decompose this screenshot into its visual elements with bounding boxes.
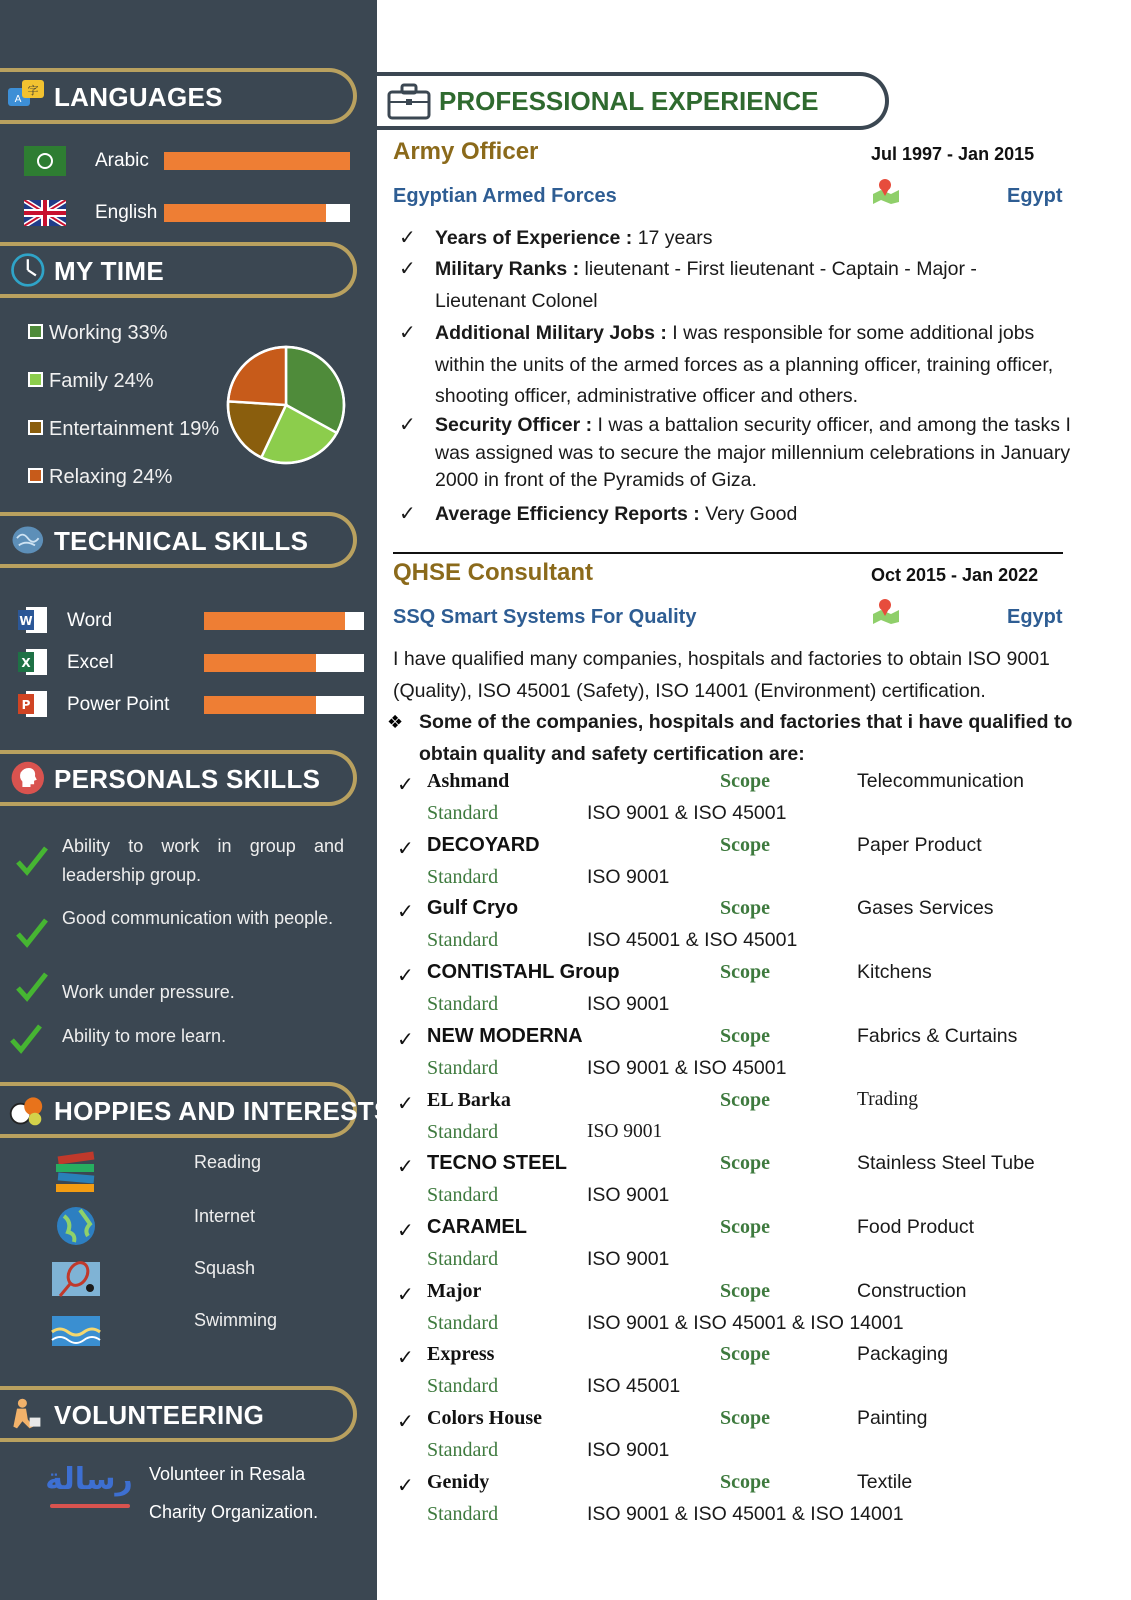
standard-label: Standard bbox=[427, 1184, 499, 1207]
job-country: Egypt bbox=[1007, 606, 1063, 628]
company-scope: Food Product bbox=[857, 1215, 975, 1238]
check-mark: ✓ bbox=[397, 1347, 414, 1370]
bullet-text: I was a battalion security officer, and among the tasks I was assigned was to secure the major millennium celebrations in January 2000 in front of the Pyramids of Giza. bbox=[435, 414, 1071, 491]
standard-label: Standard bbox=[427, 1056, 499, 1079]
diamond-bullet-icon: ❖ bbox=[387, 712, 404, 732]
hobbies-header bbox=[0, 1082, 392, 1138]
company-standard: ISO 45001 & ISO 45001 bbox=[587, 929, 798, 952]
checkmark-icon bbox=[14, 914, 50, 950]
check-mark: ✓ bbox=[397, 774, 414, 796]
company-standard: ISO 9001 bbox=[587, 1247, 670, 1270]
job-date: Jul 1997 - Jan 2015 bbox=[871, 144, 1035, 164]
job-intro: I have qualified many companies, hospitals and factories to obtain ISO 9001 (Quality), ISO 45001 (Safety), ISO 14001 (Environment) certification. bbox=[393, 648, 1050, 702]
legend-swatch bbox=[28, 372, 43, 387]
volunteering-line2: Charity Organization. bbox=[149, 1502, 319, 1522]
resala-logo-underline bbox=[50, 1504, 130, 1508]
check-mark: ✓ bbox=[397, 1092, 414, 1115]
language-label: English bbox=[95, 202, 158, 223]
volunteer-icon bbox=[6, 1396, 46, 1432]
job-bullet bbox=[399, 254, 1039, 317]
check-mark: ✓ bbox=[397, 901, 414, 924]
technical-skills-title: TECHNICAL SKILLS bbox=[54, 526, 309, 556]
translate-icon bbox=[6, 78, 46, 114]
hobby-label: Squash bbox=[194, 1258, 256, 1278]
map-pin-icon bbox=[871, 596, 901, 624]
skill-level-fill bbox=[204, 612, 345, 630]
company-name: CONTISTAHL Group bbox=[427, 961, 620, 984]
my-time-title: MY TIME bbox=[54, 256, 164, 286]
company-name: NEW MODERNA bbox=[427, 1024, 583, 1047]
check-mark: ✓ bbox=[397, 965, 414, 988]
skill-row bbox=[0, 648, 377, 678]
bullet-label: Security Officer : bbox=[435, 414, 593, 436]
company-name: Genidy bbox=[427, 1470, 490, 1493]
job-date: Oct 2015 - Jan 2022 bbox=[871, 565, 1039, 585]
globe-icon bbox=[50, 1204, 102, 1248]
company-standard: ISO 45001 bbox=[587, 1375, 681, 1398]
company-name: TECNO STEEL bbox=[427, 1152, 568, 1175]
scope-label: Scope bbox=[720, 1024, 770, 1047]
check-mark: ✓ bbox=[397, 1156, 414, 1179]
bullet-label: Years of Experience : bbox=[435, 227, 633, 249]
personal-skill-item: Good communication with people. bbox=[62, 908, 334, 928]
company-scope: Construction bbox=[857, 1279, 967, 1302]
legend-item bbox=[28, 322, 168, 345]
svg-text:W: W bbox=[19, 614, 33, 628]
main-content bbox=[377, 0, 1131, 1600]
personal-skills-header bbox=[0, 750, 357, 806]
sidebar bbox=[0, 0, 392, 1600]
scope-label: Scope bbox=[720, 1343, 770, 1366]
skill-level-fill bbox=[204, 654, 316, 672]
company-name: EL Barka bbox=[427, 1088, 511, 1111]
legend-label: Relaxing 24% bbox=[49, 466, 173, 488]
volunteering-line1: Volunteer in Resala bbox=[149, 1464, 306, 1484]
technical-skills-header bbox=[0, 512, 357, 568]
check-mark: ✓ bbox=[399, 258, 416, 280]
job-bullet bbox=[399, 412, 1099, 495]
map-pin-icon bbox=[871, 176, 901, 204]
company-entry bbox=[397, 961, 1097, 1025]
standard-label: Standard bbox=[427, 865, 499, 888]
squash-icon bbox=[50, 1256, 102, 1300]
skill-label: Word bbox=[67, 610, 113, 631]
standard-label: Standard bbox=[427, 1439, 499, 1461]
company-entry bbox=[397, 1280, 1097, 1344]
skill-level-fill bbox=[204, 696, 316, 714]
language-row bbox=[0, 146, 377, 176]
companies-heading: Some of the companies, hospitals and factories that i have qualified to obtain quality and safety certification are: bbox=[419, 711, 1073, 765]
personal-skill-item: Ability to work in group and leadership group. bbox=[62, 836, 344, 885]
skill-row bbox=[0, 606, 377, 636]
excel-icon bbox=[18, 648, 48, 676]
language-level-bar bbox=[164, 204, 350, 222]
scope-label: Scope bbox=[720, 770, 770, 792]
legend-item bbox=[28, 418, 219, 441]
scope-label: Scope bbox=[720, 1279, 770, 1302]
company-entry bbox=[397, 1152, 1097, 1216]
languages-title: LANGUAGES bbox=[54, 82, 223, 112]
section-divider bbox=[393, 552, 1063, 554]
company-scope: Stainless Steel Tube bbox=[857, 1152, 1035, 1175]
bullet-text: I was responsible for some additional jobs within the units of the armed forces as a planning officer, training officer, shooting officer, administrative officer and others. bbox=[435, 322, 1054, 407]
company-entry bbox=[397, 1471, 1097, 1535]
check-mark: ✓ bbox=[397, 1283, 414, 1306]
standard-label: Standard bbox=[427, 1120, 499, 1143]
standard-label: Standard bbox=[427, 1502, 499, 1525]
flag-uk-icon bbox=[24, 200, 66, 226]
clock-icon bbox=[6, 252, 46, 288]
company-name: Gulf Cryo bbox=[427, 897, 519, 920]
resala-logo-text: رسالة bbox=[45, 1462, 133, 1497]
job-country: Egypt bbox=[1007, 185, 1063, 207]
company-name: Express bbox=[427, 1343, 495, 1366]
scope-label: Scope bbox=[720, 1088, 770, 1111]
svg-text:X: X bbox=[21, 656, 31, 670]
job-organization: Egyptian Armed Forces bbox=[393, 185, 617, 207]
sports-balls-icon bbox=[6, 1092, 46, 1128]
scope-label: Scope bbox=[720, 1407, 770, 1429]
flag-saudi-icon bbox=[24, 146, 66, 176]
swimming-icon bbox=[50, 1308, 102, 1352]
company-standard: ISO 9001 & ISO 45001 & ISO 14001 bbox=[587, 1502, 904, 1525]
books-icon bbox=[50, 1150, 102, 1194]
hobby-label: Reading bbox=[194, 1152, 262, 1172]
job-bullet bbox=[399, 223, 1079, 255]
company-scope: Paper Product bbox=[857, 833, 982, 856]
hobby-label: Internet bbox=[194, 1206, 256, 1226]
company-scope: Trading bbox=[857, 1088, 919, 1110]
scope-label: Scope bbox=[720, 833, 770, 856]
company-standard: ISO 9001 & ISO 45001 bbox=[587, 1056, 787, 1079]
legend-swatch bbox=[28, 468, 43, 483]
svg-text:P: P bbox=[21, 698, 31, 712]
legend-label: Family 24% bbox=[49, 370, 154, 392]
company-scope: Gases Services bbox=[857, 897, 994, 920]
company-standard: ISO 9001 bbox=[587, 1120, 663, 1142]
company-name: DECOYARD bbox=[427, 833, 540, 856]
check-mark: ✓ bbox=[397, 1028, 414, 1051]
head-icon bbox=[6, 760, 46, 796]
check-mark: ✓ bbox=[399, 322, 416, 344]
standard-label: Standard bbox=[427, 1247, 499, 1270]
scope-label: Scope bbox=[720, 961, 770, 984]
checkmark-icon bbox=[14, 842, 50, 878]
skill-row bbox=[0, 690, 377, 720]
company-standard: ISO 9001 bbox=[587, 1439, 670, 1461]
personal-skills-title: PERSONALS SKILLS bbox=[54, 764, 321, 794]
skill-label: Power Point bbox=[67, 694, 170, 715]
scope-label: Scope bbox=[720, 897, 770, 920]
bullet-text: lieutenant - First lieutenant - Captain - Major - Lieutenant Colonel bbox=[435, 258, 977, 312]
check-mark: ✓ bbox=[399, 503, 416, 525]
job-bullet bbox=[399, 318, 1089, 413]
company-entry bbox=[397, 1025, 1097, 1089]
brain-icon bbox=[6, 522, 46, 558]
bullet-text: 17 years bbox=[632, 227, 713, 249]
checkmark-icon bbox=[8, 1020, 44, 1056]
company-entry bbox=[397, 1216, 1097, 1280]
standard-label: Standard bbox=[427, 993, 499, 1016]
job-organization: SSQ Smart Systems For Quality bbox=[393, 606, 697, 628]
skill-label: Excel bbox=[67, 652, 114, 673]
hobby-label: Swimming bbox=[194, 1310, 278, 1330]
company-entry bbox=[397, 1089, 1097, 1153]
company-standard: ISO 9001 bbox=[587, 993, 670, 1016]
company-name: CARAMEL bbox=[427, 1215, 527, 1238]
check-mark: ✓ bbox=[399, 227, 416, 249]
job-title: Army Officer bbox=[393, 138, 539, 165]
professional-experience-header bbox=[377, 72, 889, 130]
standard-label: Standard bbox=[427, 1375, 499, 1398]
skill-level-bar bbox=[204, 696, 364, 714]
svg-text:字: 字 bbox=[27, 84, 39, 97]
job-bullet bbox=[399, 499, 1079, 531]
company-scope: Telecommunication bbox=[857, 770, 1024, 792]
standard-label: Standard bbox=[427, 802, 499, 824]
company-scope: Painting bbox=[857, 1407, 928, 1429]
company-standard: ISO 9001 & ISO 45001 bbox=[587, 802, 787, 824]
standard-label: Standard bbox=[427, 929, 499, 952]
word-icon bbox=[18, 606, 48, 634]
check-mark: ✓ bbox=[397, 1474, 414, 1497]
company-standard: ISO 9001 & ISO 45001 & ISO 14001 bbox=[587, 1311, 904, 1334]
briefcase-icon bbox=[387, 82, 431, 122]
check-mark: ✓ bbox=[397, 1411, 414, 1433]
skill-level-bar bbox=[204, 612, 364, 630]
legend-item bbox=[28, 370, 153, 393]
company-name: Colors House bbox=[427, 1407, 542, 1429]
scope-label: Scope bbox=[720, 1215, 770, 1238]
company-standard: ISO 9001 bbox=[587, 1184, 670, 1207]
scope-label: Scope bbox=[720, 1470, 770, 1493]
language-label: Arabic bbox=[95, 150, 149, 171]
checkmark-icon bbox=[14, 968, 50, 1004]
legend-label: Working 33% bbox=[49, 322, 168, 344]
language-level-fill bbox=[164, 152, 350, 170]
company-scope: Packaging bbox=[857, 1343, 949, 1366]
company-standard: ISO 9001 bbox=[587, 865, 670, 888]
scope-label: Scope bbox=[720, 1152, 770, 1175]
languages-header bbox=[0, 68, 357, 124]
resala-logo bbox=[40, 1462, 138, 1514]
check-mark: ✓ bbox=[399, 414, 416, 436]
bullet-label: Average Efficiency Reports : bbox=[435, 503, 700, 525]
company-name: Ashmand bbox=[427, 770, 510, 792]
skill-level-bar bbox=[204, 654, 364, 672]
bullet-label: Additional Military Jobs : bbox=[435, 322, 667, 344]
professional-experience-title: PROFESSIONAL EXPERIENCE bbox=[439, 86, 819, 116]
legend-swatch bbox=[28, 420, 43, 435]
company-entry bbox=[397, 897, 1097, 961]
volunteering-header bbox=[0, 1386, 357, 1442]
company-entry bbox=[397, 1343, 1097, 1407]
check-mark: ✓ bbox=[397, 837, 414, 860]
volunteering-title: VOLUNTEERING bbox=[54, 1400, 265, 1430]
company-entry bbox=[397, 1407, 1097, 1471]
personal-skill-item: Ability to more learn. bbox=[62, 1026, 227, 1046]
company-scope: Kitchens bbox=[857, 961, 932, 984]
standard-label: Standard bbox=[427, 1311, 499, 1334]
company-scope: Textile bbox=[857, 1470, 913, 1493]
svg-text:A: A bbox=[14, 94, 22, 105]
company-entry bbox=[397, 770, 1097, 834]
language-level-fill bbox=[164, 204, 326, 222]
legend-item bbox=[28, 466, 172, 489]
bullet-text: Very Good bbox=[699, 503, 798, 525]
company-name: Major bbox=[427, 1279, 482, 1302]
personal-skill-item: Work under pressure. bbox=[62, 982, 235, 1002]
hobbies-title: HOPPIES AND INTERESTS bbox=[54, 1096, 392, 1126]
my-time-header bbox=[0, 242, 357, 298]
time-pie-chart bbox=[224, 343, 348, 467]
check-mark: ✓ bbox=[397, 1219, 414, 1242]
bullet-label: Military Ranks : bbox=[435, 258, 580, 280]
company-entry bbox=[397, 834, 1097, 898]
legend-label: Entertainment 19% bbox=[49, 418, 220, 440]
powerpoint-icon bbox=[18, 690, 48, 718]
job-title: QHSE Consultant bbox=[393, 559, 594, 586]
language-level-bar bbox=[164, 152, 350, 170]
company-scope: Fabrics & Curtains bbox=[857, 1024, 1018, 1047]
legend-swatch bbox=[28, 324, 43, 339]
language-row bbox=[0, 200, 377, 230]
